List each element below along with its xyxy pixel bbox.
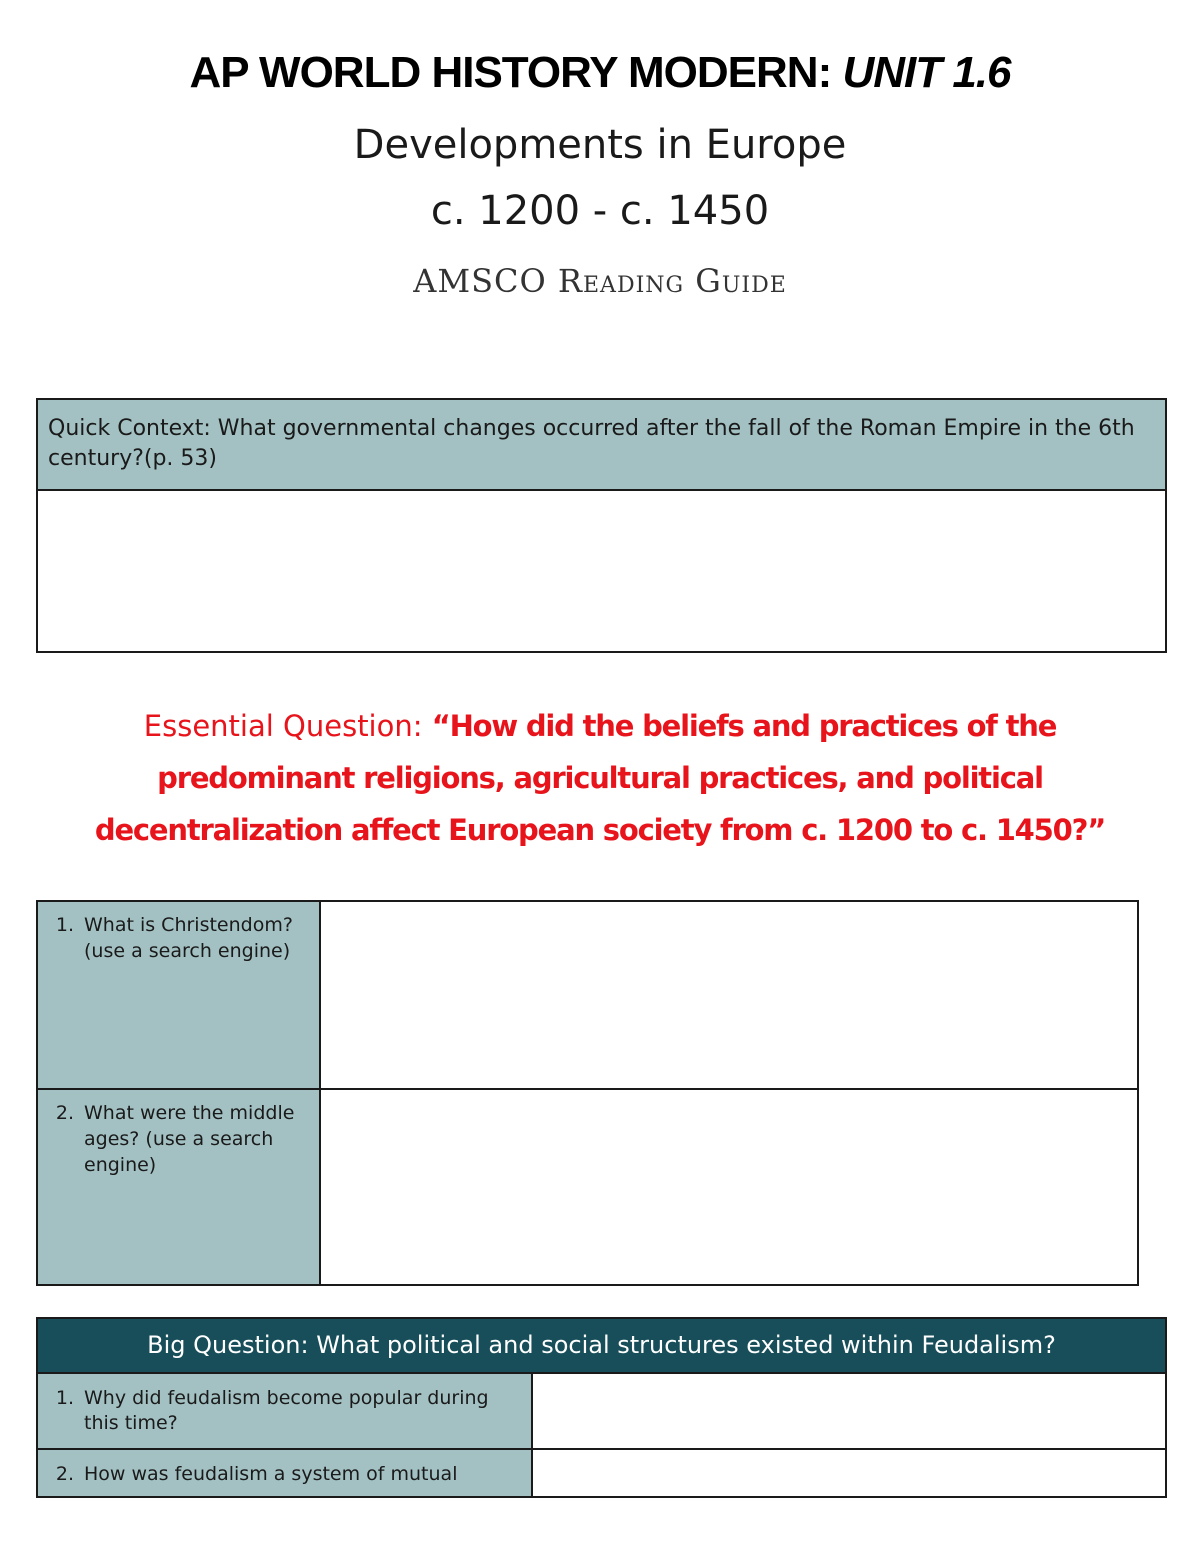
answer-field[interactable] bbox=[320, 901, 1138, 1089]
feudalism-table bbox=[36, 1372, 1167, 1498]
essential-question-text: “How did the beliefs and practices of the predominant religions, agricultural practices, and political decentralization affect European society from c. 1200 to c. 1450?” bbox=[94, 709, 1106, 847]
question-number: 1. bbox=[55, 914, 74, 936]
reading-guide-label: AMSCO Reading Guide bbox=[413, 262, 787, 300]
question-cell bbox=[37, 1449, 532, 1497]
table-row bbox=[37, 1373, 1166, 1449]
page-subtitle: Developments in Europe bbox=[353, 122, 847, 168]
essential-question bbox=[60, 700, 1140, 856]
title-unit: UNIT 1.6 bbox=[842, 48, 1011, 97]
answer-field[interactable] bbox=[532, 1449, 1166, 1497]
table-row bbox=[37, 1449, 1166, 1497]
date-range: c. 1200 - c. 1450 bbox=[430, 188, 770, 234]
question-text: Why did feudalism become popular during this time? bbox=[84, 1387, 489, 1434]
question-number: 2. bbox=[55, 1463, 74, 1485]
table-row bbox=[37, 901, 1138, 1089]
question-text: How was feudalism a system of mutual bbox=[84, 1463, 458, 1485]
questions-table bbox=[36, 900, 1139, 1286]
table-row bbox=[37, 1089, 1138, 1285]
essential-question-label: Essential Question: bbox=[143, 709, 432, 743]
question-number: 2. bbox=[55, 1102, 74, 1124]
question-number: 1. bbox=[55, 1387, 74, 1409]
question-cell bbox=[37, 1089, 320, 1285]
answer-field[interactable] bbox=[532, 1373, 1166, 1449]
quick-context-answer-field[interactable] bbox=[36, 489, 1167, 653]
question-text: What were the middle ages? (use a search engine) bbox=[84, 1102, 295, 1176]
question-cell bbox=[37, 1373, 532, 1449]
page-title bbox=[0, 48, 1200, 98]
question-text: What is Christendom? (use a search engine) bbox=[84, 914, 293, 962]
big-question-heading: Big Question: What political and social structures existed within Feudalism? bbox=[36, 1317, 1167, 1374]
title-main: AP WORLD HISTORY MODERN: bbox=[189, 48, 843, 97]
question-cell bbox=[37, 901, 320, 1089]
answer-field[interactable] bbox=[320, 1089, 1138, 1285]
quick-context-question: Quick Context: What governmental changes occurred after the fall of the Roman Empire in the 6th century?(p. 53) bbox=[36, 398, 1167, 491]
